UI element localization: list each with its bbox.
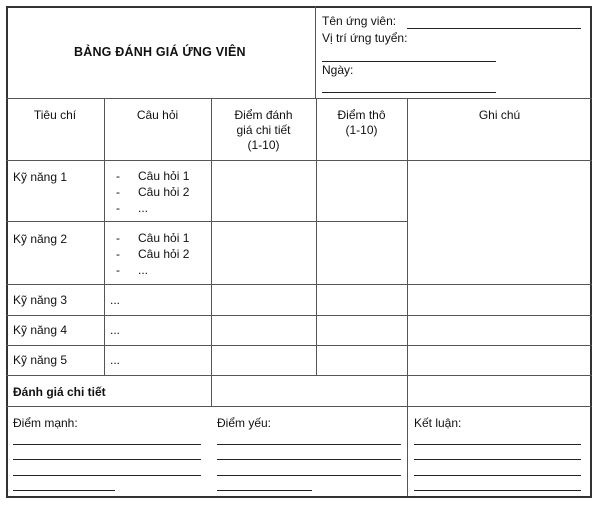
- question-item: - Câu hỏi 2: [116, 247, 190, 261]
- question-item: - ...: [116, 201, 149, 215]
- strengths-line[interactable]: [13, 444, 201, 445]
- criteria-cell: Kỹ năng 5: [13, 353, 68, 367]
- criteria-cell: Kỹ năng 2: [13, 232, 68, 246]
- weaknesses-line[interactable]: [217, 475, 401, 476]
- weaknesses-line[interactable]: [217, 490, 312, 491]
- column-header-criteria: Tiêu chí: [33, 108, 77, 122]
- grid-line: [6, 315, 592, 316]
- grid-line: [6, 345, 592, 346]
- column-header-raw-score-line1: Điểm thô: [337, 108, 386, 122]
- grid-line: [6, 98, 592, 99]
- detail-section-title: Đánh giá chi tiết: [13, 385, 106, 399]
- weaknesses-label: Điểm yếu:: [217, 416, 272, 430]
- grid-line: [6, 406, 592, 407]
- question-item: - Câu hỏi 1: [116, 231, 190, 245]
- conclusion-line[interactable]: [414, 475, 581, 476]
- strengths-line[interactable]: [13, 459, 201, 460]
- question-cell: ...: [110, 323, 121, 337]
- strengths-line[interactable]: [13, 490, 115, 491]
- conclusion-label: Kết luận:: [414, 416, 462, 430]
- grid-line: [316, 98, 317, 375]
- criteria-cell: Kỹ năng 4: [13, 323, 68, 337]
- date-label: Ngày:: [322, 63, 354, 77]
- grid-line: [6, 160, 592, 161]
- column-header-raw-score-line2: (1-10): [345, 123, 378, 137]
- grid-line: [407, 98, 408, 496]
- column-header-detail-score-line3: (1-10): [247, 138, 280, 152]
- conclusion-line[interactable]: [414, 490, 581, 491]
- evaluation-form: [6, 6, 592, 498]
- column-header-questions: Câu hỏi: [136, 108, 179, 122]
- grid-line: [6, 221, 408, 222]
- criteria-cell: Kỹ năng 3: [13, 293, 68, 307]
- grid-line: [6, 375, 592, 376]
- question-item: - Câu hỏi 1: [116, 169, 190, 183]
- criteria-cell: Kỹ năng 1: [13, 170, 68, 184]
- candidate-name-label: Tên ứng viên:: [322, 14, 397, 28]
- question-item: - Câu hỏi 2: [116, 185, 190, 199]
- strengths-line[interactable]: [13, 475, 201, 476]
- position-field[interactable]: [322, 61, 496, 62]
- strengths-label: Điểm mạnh:: [13, 416, 78, 430]
- column-header-notes: Ghi chú: [478, 108, 521, 122]
- weaknesses-line[interactable]: [217, 459, 401, 460]
- grid-line: [104, 98, 105, 375]
- position-label: Vị trí ứng tuyển:: [322, 31, 408, 45]
- conclusion-line[interactable]: [414, 444, 581, 445]
- date-field[interactable]: [322, 92, 496, 93]
- question-cell: ...: [110, 293, 121, 307]
- column-header-detail-score-line2: giá chi tiết: [236, 123, 291, 137]
- form-title: BẢNG ĐÁNH GIÁ ỨNG VIÊN: [74, 45, 246, 59]
- question-cell: ...: [110, 353, 121, 367]
- grid-line: [315, 6, 316, 98]
- conclusion-line[interactable]: [414, 459, 581, 460]
- grid-line: [6, 284, 592, 285]
- question-item: - ...: [116, 263, 149, 277]
- weaknesses-line[interactable]: [217, 444, 401, 445]
- candidate-name-field[interactable]: [407, 28, 581, 29]
- column-header-detail-score-line1: Điểm đánh: [234, 108, 293, 122]
